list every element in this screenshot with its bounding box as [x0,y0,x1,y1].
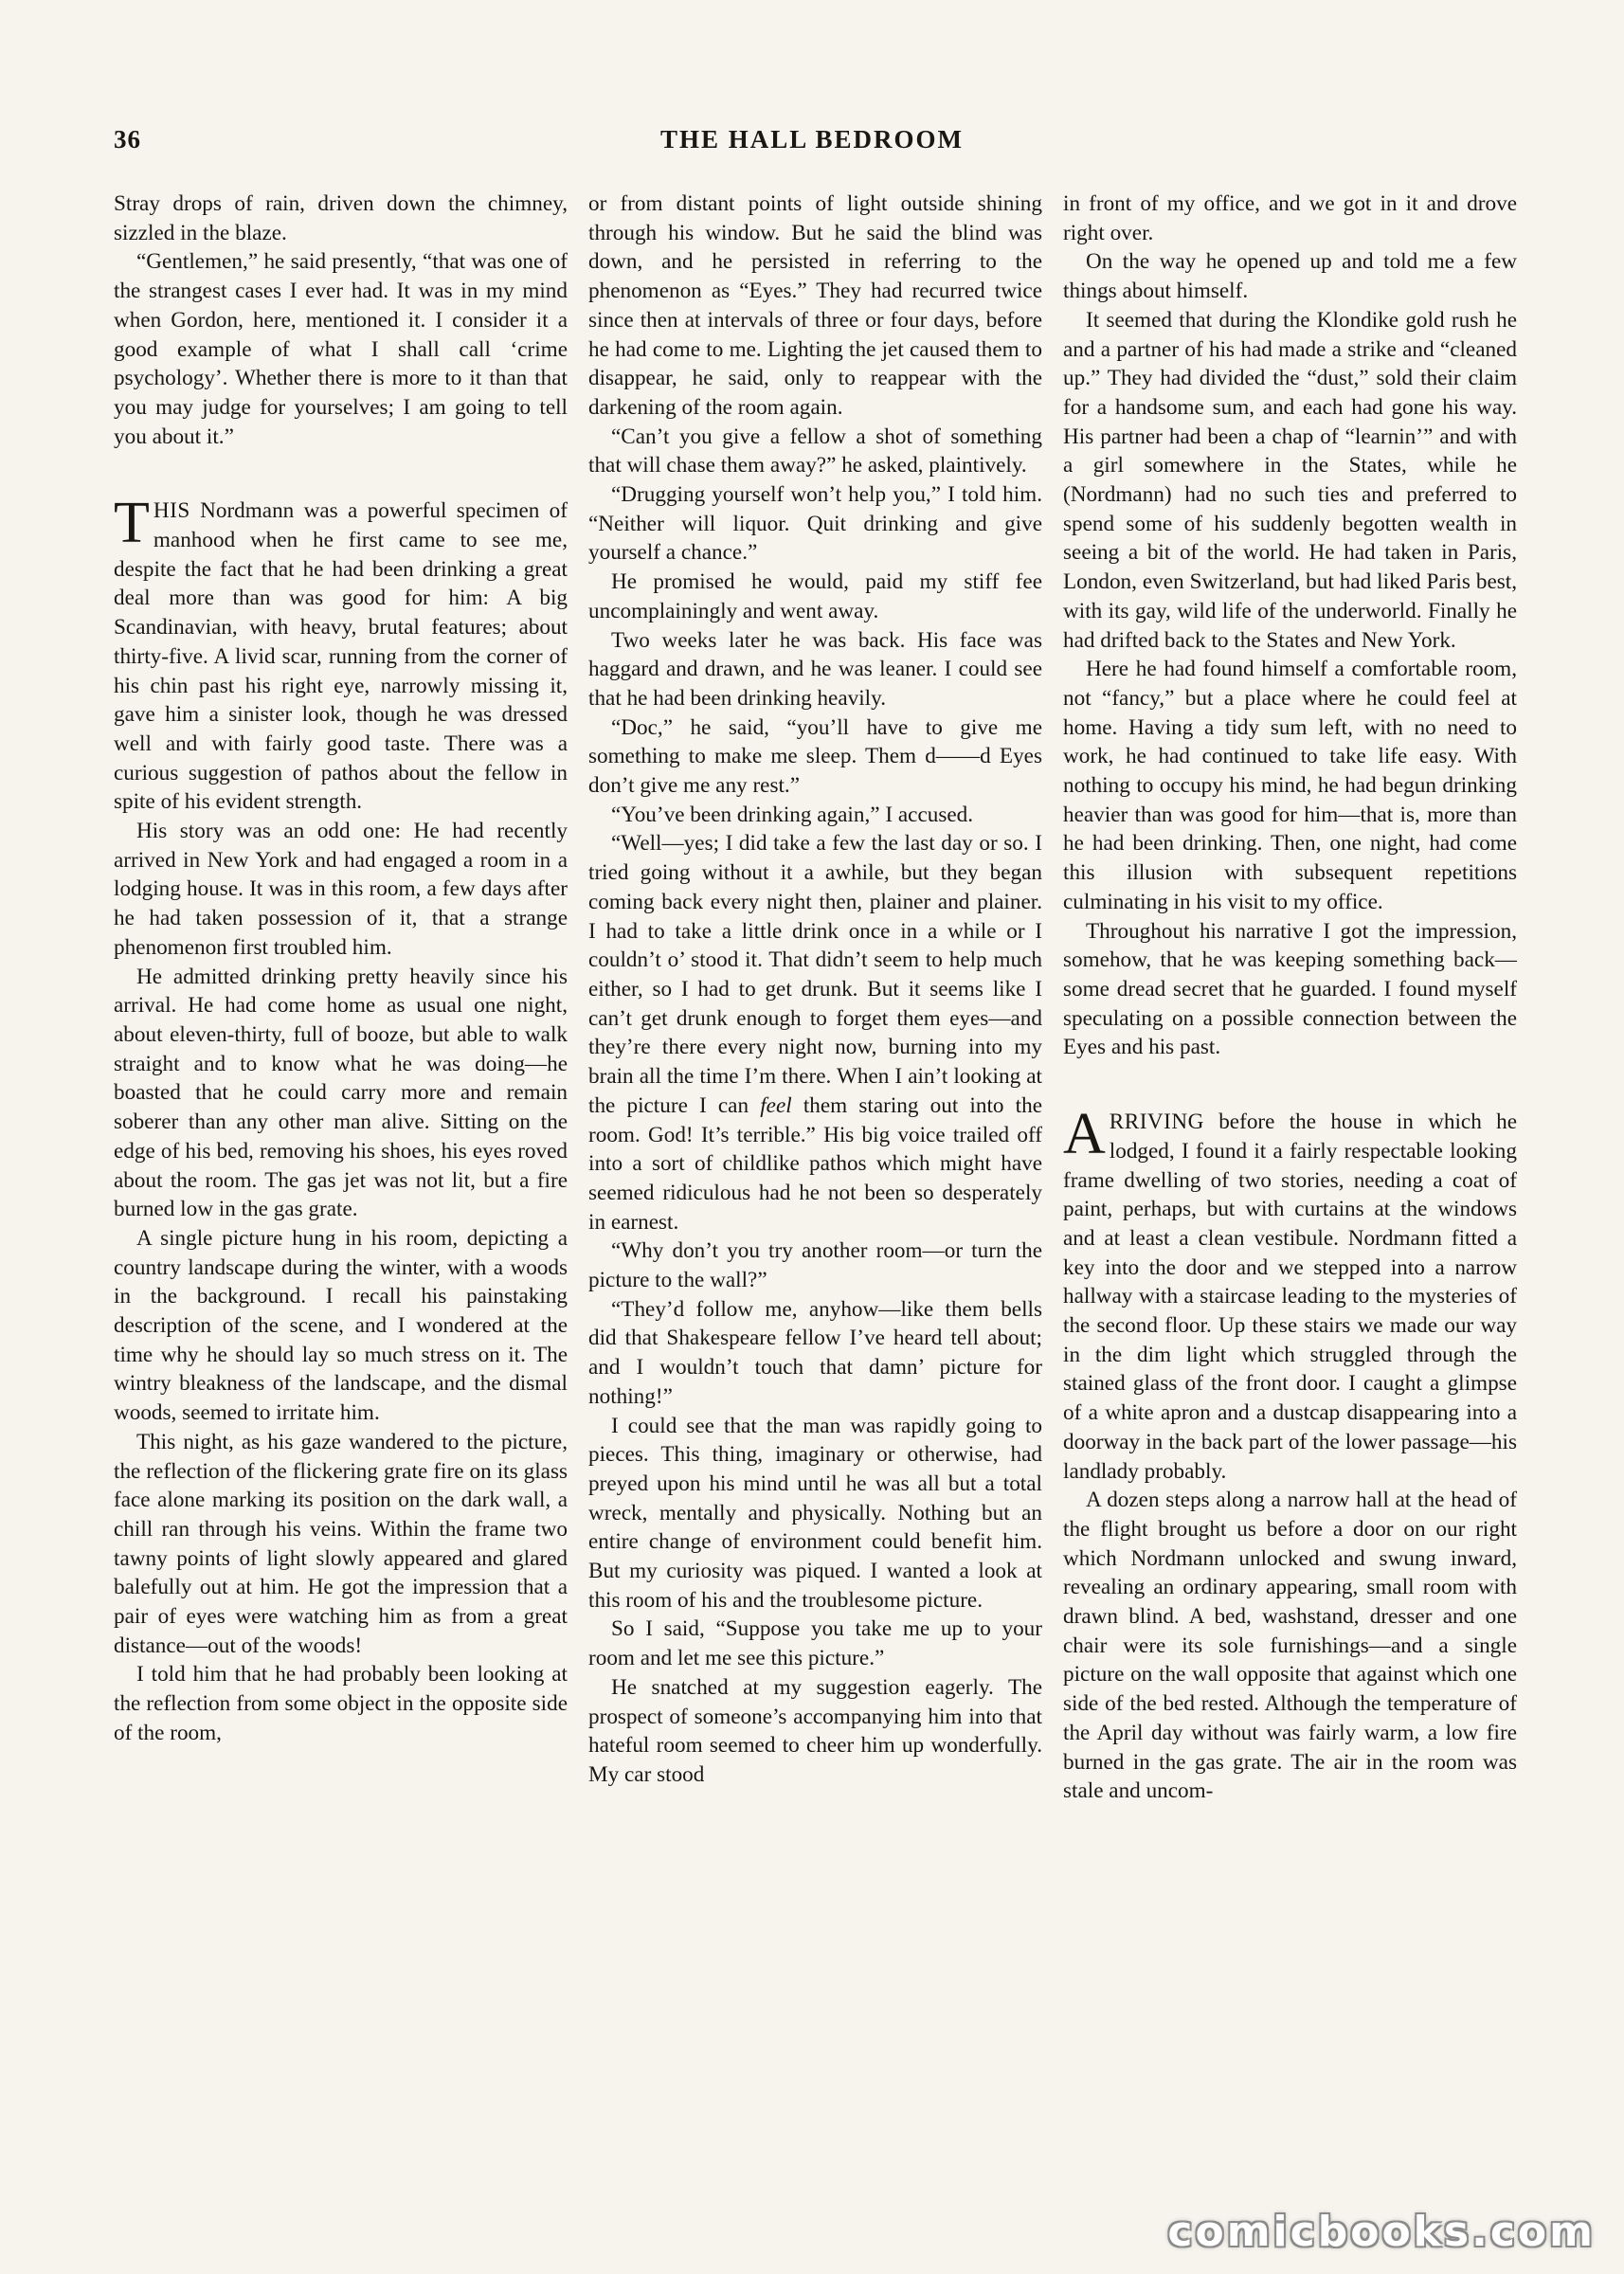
paragraph: “Gentlemen,” he said presently, “that was one of the strangest cases I ever had. It was in my mind when Gordon, here, mentioned it. I consider it a good example of what I shall call ‘crime psychology’. Whether there is more to it than that you may judge for yourselves; I am going to tell you about it.” [114,249,568,449]
paragraph-text: before the house in which he lodged, I found it a fairly respectable looking frame dwelling of two stories, needing a coat of paint, perhaps, but with curtains at the windows and at least a clean vestibule. Nordmann fitted a key into the door and we stepped into a narrow hallway with a staircase leading to the mysteries of the second floor. Up these stairs we made our way in the dim light which struggled through the stained glass of the front door. I caught a glimpse of a white apron and a dustcap disappearing into a doorway in the back part of the lower passage—his landlady probably. [1063,1110,1517,1484]
paragraph: On the way he opened up and told me a few things about himself. [1063,249,1517,304]
emphasis: feel [760,1092,792,1118]
paragraph: This night, as his gaze wandered to the picture, the reflection of the flickering grate fire on its glass face alone marking its position on the dark wall, a chill ran through his veins. Within the frame two tawny points of light slowly appeared and glared balefully out at him. He got the impression that a pair of eyes were watching him as from a great distance—out of the woods! [114,1429,568,1658]
page-number: 36 [114,125,141,153]
text-columns [114,190,1518,2160]
paragraph-text: Nordmann was a powerful specimen of manhood when he first came to see me, despite the fact that he had been drinking a great deal more than was good for him: A big Scandinavian, with heavy, brutal features; about thirty-five. A livid scar, running from the corner of his chin past his right eye, narrowly missing it, gave him a sinister look, though he was dressed well and with fairly good taste. There was a curious suggestion of pathos about the fellow in spite of his evident strength. [114,498,568,815]
paragraph: “Drugging yourself won’t help you,” I told him. “Neither will liquor. Quit drinking and give yourself a chance.” [588,482,1042,566]
section-paragraph [1063,1102,1517,1486]
drop-cap: A [1063,1102,1106,1167]
drop-cap: T [114,491,150,556]
paragraph: “Why don’t you try another room—or turn the picture to the wall?” [588,1238,1042,1293]
paragraph: Throughout his narrative I got the impression, somehow, that he was keeping something back—some dread secret that he guarded. I found myself speculating on a possible connection between the Eyes and his past. [1063,918,1517,1060]
paragraph: He snatched at my suggestion eagerly. The prospect of someone’s accompanying him into that hateful room seemed to cheer him up wonderfully. My car stood [588,1674,1042,1787]
paragraph-text: them staring out into the room. God! It’s terrible.” His big voice trailed off into a sort of childlike pathos which might have seemed ridiculous had he not been so desperately in earnest. [588,1092,1042,1235]
small-caps-lead: HIS [153,498,190,524]
paragraph: He promised he would, paid my stiff fee uncomplainingly and went away. [588,569,1042,623]
paragraph: I told him that he had probably been looking at the reflection from some object in the opposite side of the room, [114,1662,568,1745]
paragraph: His story was an odd one: He had recently arrived in New York and had engaged a room in a lodging house. It was in this room, a few days after he had taken possession of it, that a strange phenomenon first troubled him. [114,819,568,960]
running-title: THE HALL BEDROOM [659,125,965,153]
paragraph: It seemed that during the Klondike gold rush he and a partner of his had made a strike and “cleaned up.” They had divided the “dust,” sold their claim for a handsome sum, and each had gone his way. His partner had been a chap of “learnin’” and with a girl somewhere in the States, while he (Nordmann) had no such ties and preferred to spend some of his suddenly begotten wealth in seeing a bit of the world. He had taken in Paris, London, even Switzerland, but had liked Paris best, with its gay, wild life of the underworld. Finally he had drifted back to the States and New York. [1063,307,1517,653]
column-1 [114,190,568,2160]
column-3 [1063,190,1517,2160]
paragraph-text: “Well—yes; I did take a few the last day or so. I tried going without it a awhile, but they began coming back every night then, plainer and plainer. I had to take a little drink once in a while or I couldn’t o’ stood it. That didn’t seem to help much either, so I had to get drunk. But it seems like I can’t get drunk enough to forget them eyes—and they’re there every night now, burning into my brain all the time I’m there. When I ain’t looking at the picture I can [588,831,1042,1118]
small-caps-lead: RRIVING [1109,1110,1204,1135]
column-2 [588,190,1042,2160]
paragraph: “You’ve been drinking again,” I accused. [611,802,974,827]
paragraph: “They’d follow me, anyhow—like them bells did that Shakespeare fellow I’ve heard tell about; and I wouldn’t touch that damn’ picture for nothing!” [588,1296,1042,1409]
paragraph: A single picture hung in his room, depicting a country landscape during the winter, with a woods in the background. I recall his painstaking description of the scene, and I wondered at the time why he should lay so much stress on it. The wintry bleakness of the landscape, and the dismal woods, seemed to irritate him. [114,1225,568,1426]
paragraph: “Can’t you give a fellow a shot of something that will chase them away?” he asked, plaintively. [588,424,1042,478]
paragraph: A dozen steps along a narrow hall at the head of the flight brought us before a door on our right which Nordmann unlocked and swung inward, revealing an ordinary appearing, small room with drawn blind. A bed, washstand, dresser and one chair were its sole furnishings—and a single picture on the wall opposite that against which one side of the bed rested. Although the temperature of the April day without was fairly warm, a low fire burned in the gas grate. The air in the room was stale and uncom- [1063,1488,1517,1804]
paragraph: in front of my office, and we got in it and drove right over. [1063,191,1517,245]
paragraph: Stray drops of rain, driven down the chimney, sizzled in the blaze. [114,191,568,245]
paragraph: or from distant points of light outside shining through his window. But he said the blind was down, and he persisted in referring to the phenomenon as “Eyes.” They had recurred twice since then at intervals of three or four days, before he had come to me. Lighting the jet caused them to disappear, he said, only to reappear with the darkening of the room again. [588,191,1042,420]
paragraph [588,829,1042,1236]
paragraph: So I said, “Suppose you take me up to your room and let me see this picture.” [588,1616,1042,1671]
paragraph: I could see that the man was rapidly going to pieces. This thing, imaginary or otherwise, had preyed upon his mind until he was all but a total wreck, mentally and physically. Nothing but an entire change of environment could benefit him. But my curiosity was piqued. I wanted a look at this room of his and the troublesome picture. [588,1413,1042,1613]
section-paragraph [114,491,568,817]
watermark-logo: comicbooks.com [1167,2208,1596,2256]
paragraph: Here he had found himself a comfortable room, not “fancy,” but a place where he could feel at home. Having a tidy sum left, with no need to work, he had continued to take life easy. With nothing to occupy his mind, he had begun drinking heavier than was good for him—that is, more than he had been drinking. Then, one night, had come this illusion with subsequent repetitions culminating in his visit to my office. [1063,657,1517,914]
paragraph: He admitted drinking pretty heavily since his arrival. He had come home as usual one night, about eleven-thirty, full of booze, but able to walk straight and to know what he was doing—he boasted that he could carry more and remain soberer than any other man alive. Sitting on the edge of his bed, removing his shoes, his eyes roved about the room. The gas jet was not lit, but a fire burned low in the gas grate. [114,964,568,1222]
paragraph: Two weeks later he was back. His face was haggard and drawn, and he was leaner. I could see that he had been drinking heavily. [588,627,1042,711]
page-header [0,125,1624,167]
paragraph: “Doc,” he said, “you’ll have to give me something to make me sleep. Them d——d Eyes don’t give me any rest.” [588,714,1042,799]
